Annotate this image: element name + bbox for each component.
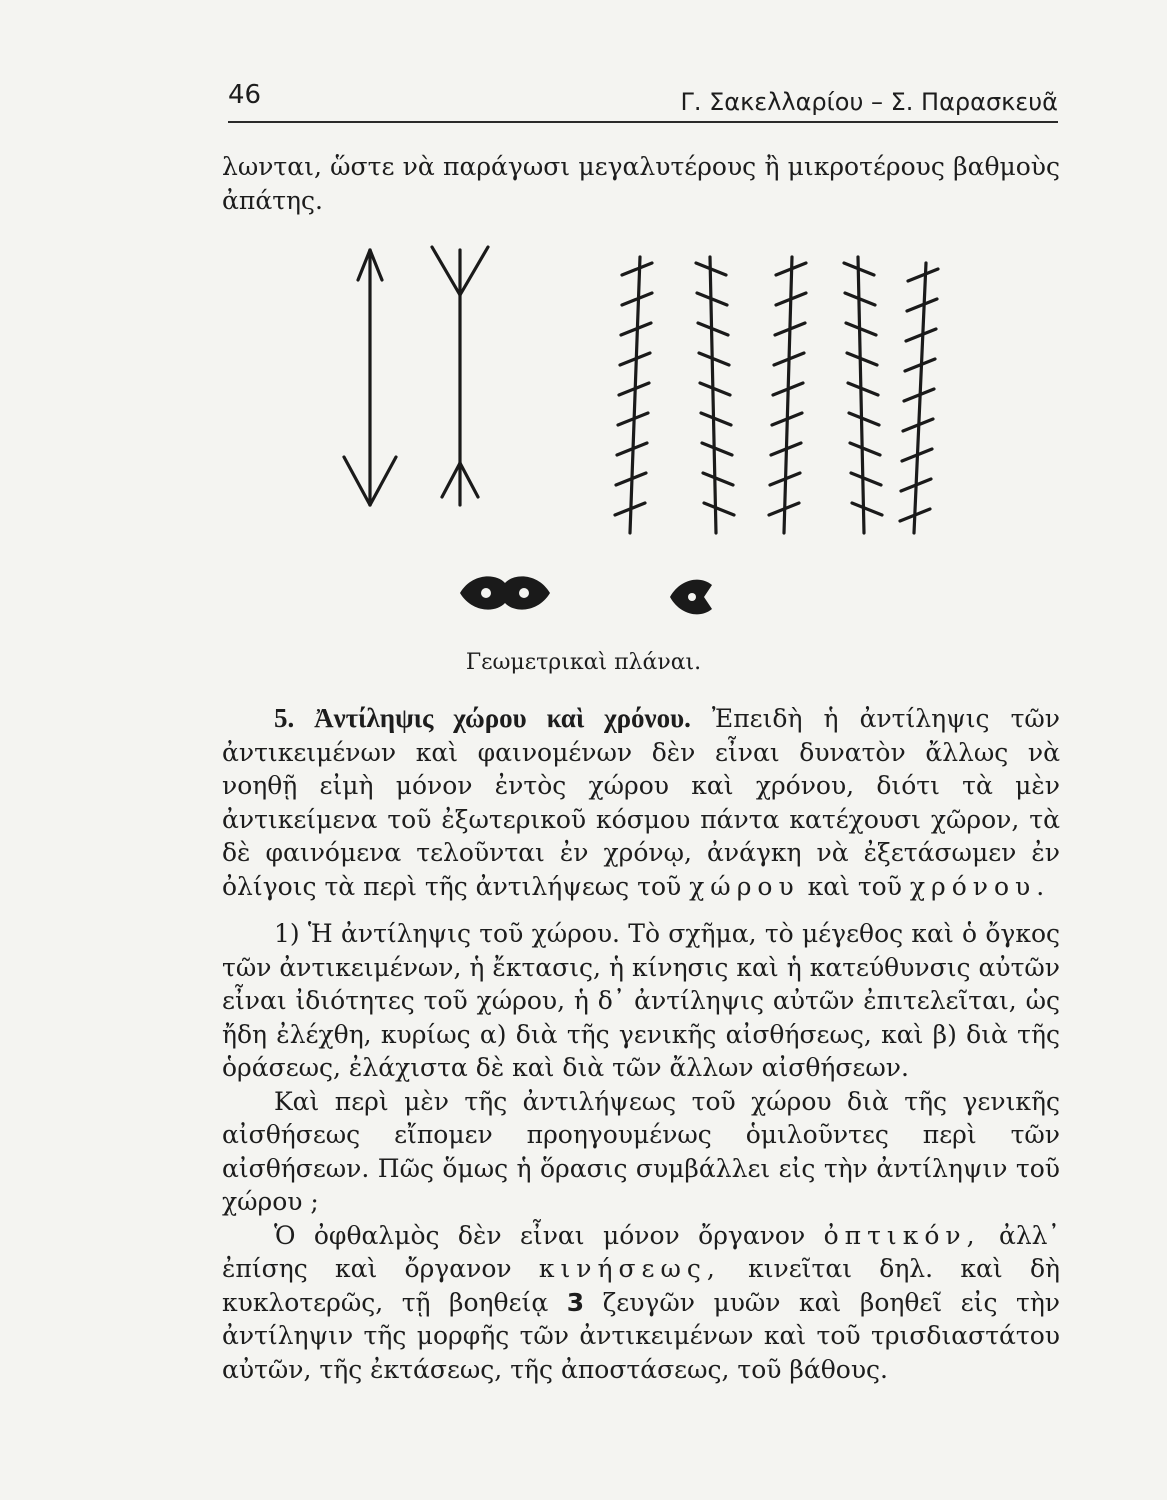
geometric-illusions-drawing (300, 235, 960, 635)
zollner-line-2 (696, 257, 734, 533)
eye-text-3: κινεῖται δηλ. καὶ δὴ κυκλοτερῶς, τῇ βοηθείᾳ (222, 1254, 1060, 1317)
term-time: χρόνου. (909, 871, 1051, 901)
zollner-line-5 (900, 263, 938, 533)
muller-lyer-right (432, 247, 488, 505)
illusion-figure (300, 235, 960, 635)
zollner-line-3 (769, 257, 806, 533)
section-intro: Ἐπειδὴ ἡ ἀντίληψις τῶν ἀντικειμένων καὶ φαινομένων δὲν εἶναι δυνατὸν ἄλλως νὰ νοηθῇ εἰμὴ μόνον ἐντὸς χώρου καὶ χρόνου, διότι τὰ μὲν ἀντικείμενα τοῦ ἐξωτερικοῦ κόσμου πάντα κατέχουσι χῶρον, τὰ δὲ φαινόμενα τελοῦνται ἐν χρόνῳ, ἀνάγκη νὰ ἐξετάσωμεν ἐν ὀλίγοις τὰ περὶ τῆς ἀντιλήψεως τοῦ (222, 704, 1061, 901)
eye-text-2: ἀλλ᾽ ἐπίσης καὶ ὄργανον (222, 1220, 1061, 1283)
top-paragraph: λωνται, ὥστε νὰ παράγωσι μεγαλυτέρους ἢ μικροτέρους βαθμοὺς ἀπάτης. (222, 152, 1060, 215)
eye-text-4: ζευγῶν μυῶν καὶ βοηθεῖ εἰς τὴν ἀντίληψιν τῆς μορφῆς τῶν ἀντικειμένων καὶ τοῦ τρισδιαστάτου αὐτῶν, τῆς ἐκτάσεως, τῆς ἀποστάσεως, τοῦ βάθους. (222, 1287, 1061, 1384)
term-optical: ὀπτικόν, (823, 1220, 981, 1250)
term-space: χώρου (689, 871, 800, 901)
eye-text-1: Ὁ ὀφθαλμὸς δὲν εἶναι μόνον ὄργανον (274, 1220, 806, 1250)
eye-paragraph (222, 1219, 1060, 1387)
term-motion: κινήσεως, (538, 1254, 721, 1283)
section-title: 5. Ἀντίληψις χώρου καὶ χρόνου. (274, 703, 691, 733)
ornament-double (460, 576, 550, 609)
subsection-paragraph (222, 917, 1060, 1085)
header-rule (228, 121, 1058, 123)
figure-caption: Γεωμετρικαὶ πλάναι. (465, 650, 702, 675)
top-paragraph-block (222, 150, 1060, 217)
zollner-line-4 (844, 257, 882, 533)
running-title: Γ. Σακελλαρίου – Σ. Παρασκευᾶ (680, 88, 1058, 116)
general-sense-paragraph: Καὶ περὶ μὲν τῆς ἀντιλήψεως τοῦ χώρου διὰ τῆς γενικῆς αἰσθήσεως εἴπομεν προηγουμένως ὁμιλοῦντες περὶ τῶν αἰσθήσεων. Πῶς ὅμως ἡ ὅρασις συμβάλλει εἰς τὴν ἀντίληψιν τοῦ χώρου ; (222, 1086, 1060, 1216)
section-paragraph (222, 702, 1060, 903)
subsection-title: 1) Ἡ ἀντίληψις τοῦ χώρου. (274, 919, 620, 948)
running-head (228, 80, 1058, 120)
zollner-line-1 (615, 257, 652, 533)
section-conj: καὶ τοῦ (807, 871, 902, 901)
figure-ornaments (460, 576, 712, 614)
muller-lyer-left (344, 250, 396, 505)
muscle-pairs-number: 3 (566, 1287, 585, 1317)
main-text (222, 702, 1060, 1386)
page-number: 46 (228, 80, 262, 110)
subsection-text: Τὸ σχῆμα, τὸ μέγεθος καὶ ὁ ὄγκος τῶν ἀντικειμένων, ἡ ἔκτασις, ἡ κίνησις καὶ ἡ κατεύθυνσις αὐτῶν εἶναι ἰδιότητες τοῦ χώρου, ἡ δ᾽ ἀντίληψις αὐτῶν ἐπιτελεῖται, ὡς ἤδη ἐλέχθη, κυρίως α) διὰ τῆς γενικῆς αἰσθήσεως, καὶ β) διὰ τῆς ὁράσεως, ἐλάχιστα δὲ καὶ διὰ τῶν ἄλλων αἰσθήσεων. (222, 919, 1061, 1082)
